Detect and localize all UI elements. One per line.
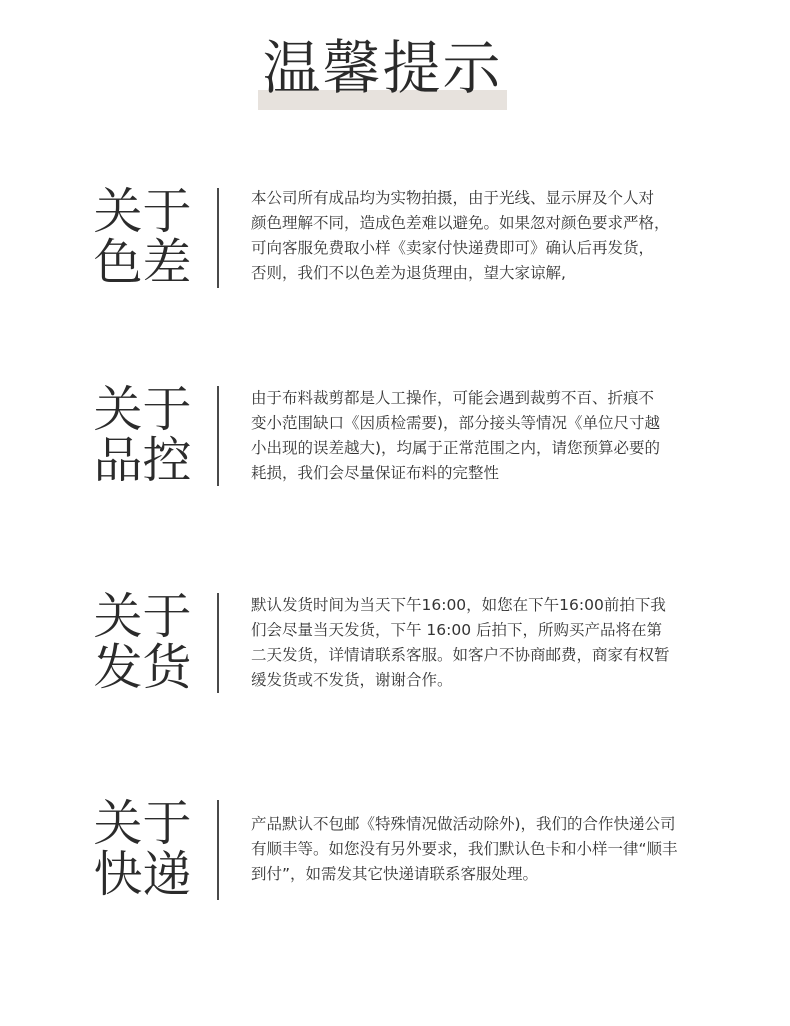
body-line: 颜色理解不同，造成色差难以避免。如果忽对颜色要求严格，: [251, 214, 670, 232]
body-line: 产品默认不包邮《特殊情况做活动除外)，我们的合作快递公司: [251, 815, 676, 833]
body-line: 到付”，如需发其它快递请联系客服处理。: [251, 865, 539, 883]
heading-line: 色差: [93, 234, 192, 291]
page-title: 温馨提示: [262, 34, 503, 102]
section-heading: [80, 588, 205, 696]
section-body: [251, 593, 711, 693]
body-line: 二天发货，详情请联系客服。如客户不协商邮费，商家有权暂: [251, 646, 670, 664]
heading-line: 关于: [93, 795, 192, 852]
section-heading: [80, 183, 205, 291]
section-express-delivery: [0, 795, 790, 910]
vertical-divider: [217, 386, 219, 486]
section-body: [251, 186, 711, 286]
vertical-divider: [217, 593, 219, 693]
section-quality-control: [0, 381, 790, 496]
heading-line: 品控: [93, 432, 192, 489]
body-line: 们会尽量当天发货，下午 16:00 后拍下，所购买产品将在第: [251, 621, 663, 639]
body-line: 有顺丰等。如您没有另外要求，我们默认色卡和小样一律“顺丰: [251, 840, 678, 858]
title-area: [0, 0, 790, 120]
section-color-difference: [0, 183, 790, 298]
section-body: [251, 812, 711, 887]
section-body: [251, 386, 711, 486]
body-line: 本公司所有成品均为实物拍摄，由于光线、显示屏及个人对: [251, 189, 655, 207]
body-line: 耗损，我们会尽量保证布料的完整性: [251, 464, 500, 482]
body-line: 否则，我们不以色差为退货理由，望大家谅解,: [251, 264, 566, 282]
heading-line: 发货: [93, 639, 192, 696]
vertical-divider: [217, 800, 219, 900]
section-shipping: [0, 588, 790, 703]
section-heading: [80, 795, 205, 903]
body-line: 可向客服免费取小样《卖家付快递费即可》确认后再发货，: [251, 239, 655, 257]
body-line: 默认发货时间为当天下午16:00，如您在下午16:00前拍下我: [251, 596, 666, 614]
body-line: 小出现的误差越大)，均属于正常范围之内，请您预算必要的: [251, 439, 661, 457]
heading-line: 关于: [93, 381, 192, 438]
heading-line: 关于: [93, 183, 192, 240]
body-line: 由于布料裁剪都是人工操作，可能会遇到裁剪不百、折痕不: [251, 389, 655, 407]
body-line: 缓发货或不发货，谢谢合作。: [251, 671, 453, 689]
section-heading: [80, 381, 205, 489]
heading-line: 快递: [93, 846, 192, 903]
body-line: 变小范围缺口《因质检需要)，部分接头等情况《单位尺寸越: [251, 414, 661, 432]
vertical-divider: [217, 188, 219, 288]
heading-line: 关于: [93, 588, 192, 645]
